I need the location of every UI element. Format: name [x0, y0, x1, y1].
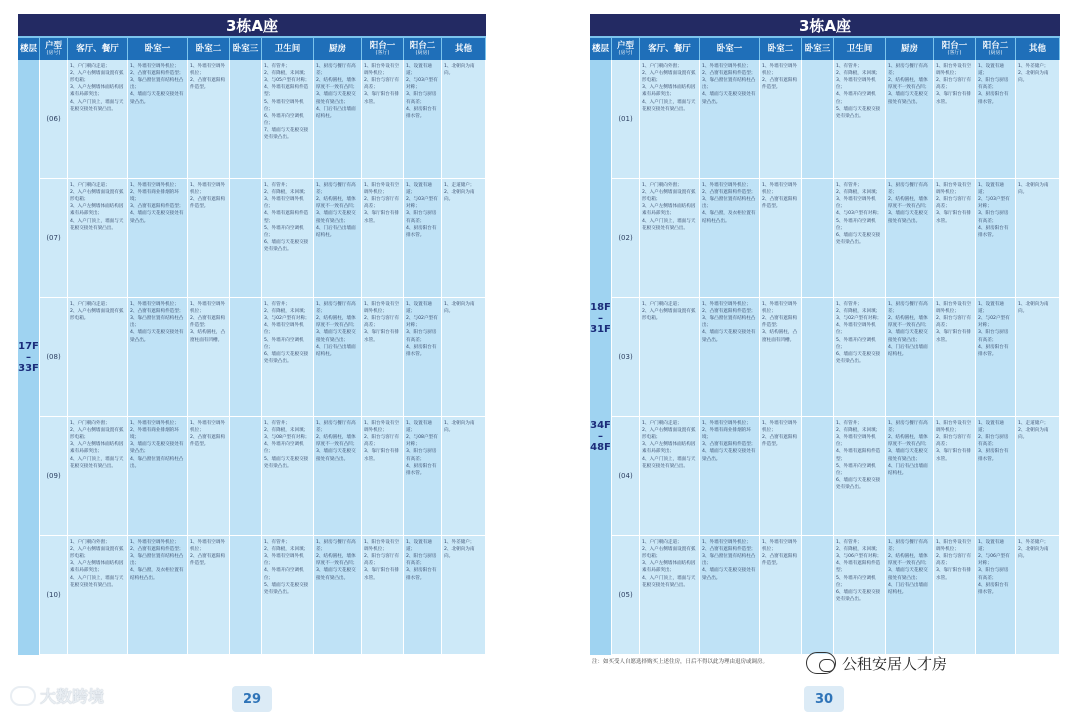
table-cell: 1、阳台外设有空调外机位； 2、阳台与客厅有高差； 3、靠厅阳台有排水管。	[934, 417, 976, 535]
column-header	[590, 38, 612, 60]
column-header	[314, 38, 362, 60]
floor-start: 18F	[590, 302, 611, 314]
table-cell: 1、外差储户； 2、北朝向为南向。	[1016, 536, 1060, 654]
table-cell	[230, 536, 262, 654]
column-header	[802, 38, 834, 60]
floor-end: 33F	[18, 363, 39, 374]
table-cell: 1、外墙有空调外机位； 2、外墙有商业排烟的环境； 3、墙面与天花板交接处有梁凸出； 4、靠凸窗位置有结构柱凸出。	[128, 417, 188, 535]
unit-number: (02)	[612, 179, 640, 297]
unit-number: (06)	[40, 60, 68, 178]
table-cell: 1、外墙有空调外机位； 2、凸窗有遮阳构件造型； 3、靠凸窗位置有结构柱凸出； 4、靠凸窗，及衣柜位置有结构柱凸出。	[128, 536, 188, 654]
table-cell: 1、厨房与餐厅有高差； 2、结构圆柱，墙体厚度不一致有凸凹； 3、墙面与天花板交接处有梁凸出； 4、门后有凸出墙面结构柱。	[314, 298, 362, 416]
floor-start: 34F	[590, 419, 611, 431]
unit-table-right	[590, 14, 1060, 655]
floor-range-label	[590, 60, 612, 655]
table-cell: 1、外墙有空调外机位； 2、凸窗有遮阳构件造型； 3、靠凸窗位置有结构柱凸出； 4、墙面与天花板交接处有梁凸出。	[128, 60, 188, 178]
table-cell	[230, 179, 262, 297]
column-header-label: 卫生间	[274, 43, 301, 54]
column-header-label: 卧室二	[195, 43, 222, 54]
column-header	[404, 38, 442, 60]
table-cell: 1、设置有通道； 2、与06户型有对称； 3、阳台与厨房有高差； 4、厨房阳台有排水管。	[976, 536, 1016, 654]
column-header-label: 楼层	[19, 43, 37, 54]
unit-number: (07)	[40, 179, 68, 297]
column-header	[230, 38, 262, 60]
unit-number: (03)	[612, 298, 640, 416]
table-cell: 1、户门朝向外窗； 2、入户右侧墙面设置有弧形电箱； 3、入户左侧墙体面结构因素有局部突出； 4、入户门顶上，墙面与天花板交接处有梁凸出。	[68, 417, 128, 535]
table-cell: 1、外墙有空调外机位； 2、凸窗有遮阳构件造型。	[188, 179, 230, 297]
table-row	[40, 417, 486, 536]
watermark-right-text: 公租安居人才房	[842, 654, 948, 673]
table-cell: 1、有管井； 2、有降板，未回填； 3、外墙有空调外机位； 4、外墙开向空调机位； 5、墙面与天花板交接处有梁凸出。	[834, 60, 886, 178]
table-cell: 1、外墙有空调外机位； 2、凸窗有遮阳构件造型。	[188, 417, 230, 535]
table-cell	[802, 417, 834, 535]
table-cell	[230, 60, 262, 178]
footnote: 注：如买受人自愿选择购买上述住房，日后不得以此为理由退房或调房。	[592, 659, 769, 665]
table-cell: 1、北朝向为南向。	[1016, 179, 1060, 297]
table-cell: 1、有管井； 2、有降板，未回填； 3、与02户型有对称； 4、外墙有空调外机位； 5、外墙开向空调机位； 6、墙面与天花板交接处有梁凸出。	[262, 298, 314, 416]
table-cell: 1、阳台外设有空调外机位； 2、阳台与客厅有高差； 3、靠厅阳台有排水管。	[934, 298, 976, 416]
table-cell: 1、走道储户； 2、北朝向为南向。	[442, 179, 486, 297]
table-cell	[230, 417, 262, 535]
table-header	[590, 36, 1060, 60]
unit-number: (09)	[40, 417, 68, 535]
column-header-label: 卧室二	[767, 43, 794, 54]
column-header	[442, 38, 486, 60]
table-cell: 1、设置有通道； 2、与03户型有对称； 3、阳台与厨房有高差； 4、厨房阳台有排水管。	[404, 60, 442, 178]
table-cell: 1、外墙有空调外机位； 2、凸窗有遮阳构件造型。	[760, 179, 802, 297]
table-cell: 1、外墙有空调外机位； 2、凸窗有遮阳构件造型。	[188, 536, 230, 654]
table-header	[18, 36, 486, 60]
column-header	[934, 38, 976, 60]
table-cell: 1、厨房与餐厅有高差； 2、结构圆柱，墙体厚度不一致有凸凹； 3、墙面与天花板交接处有梁凸出； 4、门后有凸出墙面结构柱。	[886, 417, 934, 535]
column-header	[128, 38, 188, 60]
table-cell: 1、有管井； 2、有降板，未回填； 3、与06户型有对称； 4、外墙有遮阳构件造型； 5、外墙开向空调机位； 6、墙面与天花板交接处有梁凸出。	[834, 536, 886, 654]
table-title: 3栋A座	[590, 14, 1060, 36]
column-header-label: 卧室一	[716, 43, 743, 54]
table-cell: 1、有管井； 2、有降板，未回填； 3、外墙有空调外机位； 4、外墙开向空调机位； 5、墙面与天花板交接处有梁凸出。	[262, 536, 314, 654]
table-cell: 1、外墙有空调外机位； 2、凸窗有遮阳构件造型； 3、靠凸窗位置有结构柱凸出； 4、墙面与天花板交接处有梁凸出。	[128, 298, 188, 416]
column-header	[886, 38, 934, 60]
table-cell: 1、户门朝向走道； 2、入户右侧墙面设置有弧形电箱。	[68, 298, 128, 416]
table-cell: 1、厨房与餐厅有高差； 2、结构圆柱，墙体厚度不一致有凸凹； 3、墙面与天花板交接处有梁凸出； 4、门后有凸出墙面结构柱。	[886, 298, 934, 416]
unit-number: (04)	[612, 417, 640, 535]
table-cell: 1、户门朝向走道； 2、入户右侧墙面设置有弧形电箱； 3、入户左侧墙体面结构因素有局部突出； 4、入户门顶上，墙面与天花板交接处有梁凸出。	[68, 60, 128, 178]
table-cell: 1、阳台外设有空调外机位； 2、阳台与客厅有高差； 3、靠厅阳台有排水管。	[362, 298, 404, 416]
table-cell: 1、有管井； 2、有降板，未回填； 3、与05户型有对称； 4、外墙有遮阳构件造型； 5、外墙有空调外机位； 6、外墙开向空调机位； 7、墙面与天花板交接处有梁凸出。	[262, 60, 314, 178]
table-cell: 1、有管井； 2、有降板，未回填； 3、与02户型有对称； 4、外墙有空调外机位； 5、外墙开向空调机位； 6、墙面与天花板交接处有梁凸出。	[834, 298, 886, 416]
column-header-label: 客厅、餐厅	[76, 43, 119, 54]
table-cell: 1、厨房与餐厅有高差； 2、结构圆柱，墙体厚度不一致有凸凹； 3、墙面与天花板交接处有梁凸出； 4、门后有凸出墙面结构柱。	[314, 179, 362, 297]
floor-range-top	[590, 302, 611, 335]
column-header-label: 其他	[454, 43, 472, 54]
table-cell	[802, 179, 834, 297]
table-cell: 1、阳台外设有空调外机位； 2、阳台与客厅有高差； 3、靠厅阳台有排水管。	[934, 536, 976, 654]
table-cell: 1、外墙有空调外机位； 2、凸窗有遮阳构件造型。	[760, 417, 802, 535]
column-header-label: 卫生间	[846, 43, 873, 54]
table-row	[612, 417, 1060, 536]
wechat-icon	[806, 652, 836, 674]
floor-end: 31F	[590, 324, 611, 336]
table-cell: 1、厨房与餐厅有高差； 2、结构圆柱，墙体厚度不一致有凸凹； 3、墙面与天花板交接处有梁凸出； 4、门后有凸出墙面结构柱。	[886, 536, 934, 654]
table-cell: 1、阳台外设有空调外机位； 2、阳台与客厅有高差； 3、靠厅阳台有排水管。	[362, 417, 404, 535]
page-right	[540, 0, 1080, 718]
unit-table-left	[18, 14, 486, 655]
table-cell: 1、设置有通道； 2、阳台与厨房有高差； 3、厨房阳台有排水管。	[976, 417, 1016, 535]
column-header	[760, 38, 802, 60]
table-cell: 1、设置有通道； 2、阳台与厨房有高差； 3、厨房阳台有排水管。	[404, 536, 442, 654]
watermark-left-text: 大数跨境	[40, 687, 105, 706]
table-cell: 1、有管井； 2、有降板，未回填； 3、与08户型有对称； 4、外墙开向空调机位； 5、墙面与天花板交接处有梁凸出。	[262, 417, 314, 535]
floor-start: 17F	[18, 341, 39, 352]
column-header-label: 阳台一	[941, 40, 968, 51]
floor-dash: –	[598, 313, 603, 325]
table-cell: 1、阳台外设有空调外机位； 2、阳台与客厅有高差； 3、靠厅阳台有排水管。	[934, 179, 976, 297]
column-header-label: 厨房	[900, 43, 918, 54]
floor-range-label	[18, 60, 40, 655]
table-row	[612, 179, 1060, 298]
table-cell	[802, 60, 834, 178]
column-header	[640, 38, 700, 60]
column-header	[40, 38, 68, 60]
column-header	[1016, 38, 1060, 60]
table-cell: 1、户门朝向外窗； 2、入户右侧墙面设置有弧形电箱； 3、入户左侧墙体面结构因素有局部突出； 4、入户门顶上，墙面与天花板交接处有梁凸出。	[640, 179, 700, 297]
column-header	[612, 38, 640, 60]
table-cell: 1、北朝向为南向。	[442, 417, 486, 535]
table-row	[40, 298, 486, 417]
column-header-label: 客厅、餐厅	[648, 43, 691, 54]
table-cell	[802, 298, 834, 416]
table-cell: 1、外墙有空调外机位； 2、凸窗有遮阳构件造型。	[760, 536, 802, 654]
table-cell: 1、厨房与餐厅有高差； 2、结构圆柱，墙体厚度不一致有凸凹； 3、墙面与天花板交接处有梁凸出。	[314, 417, 362, 535]
column-header	[68, 38, 128, 60]
table-cell: 1、设置有通道； 2、与02户型有对称； 3、阳台与厨房有高差； 4、厨房阳台有排水管。	[976, 298, 1016, 416]
table-cell: 1、北朝向为南向。	[442, 60, 486, 178]
table-row	[612, 298, 1060, 417]
table-row	[40, 60, 486, 179]
table-cell: 1、阳台外设有空调外机位； 2、阳台与客厅有高差； 3、靠厅阳台有排水管。	[934, 60, 976, 178]
table-cell	[802, 536, 834, 654]
table-cell: 1、外墙有空调外机位； 2、凸窗有遮阳构件造型； 3、靠凸窗位置有结构柱凸出； 4、靠凸窗，及衣柜位置有结构柱凸出。	[700, 179, 760, 297]
table-cell: 1、有管井； 2、有降板，未回填； 3、外墙有空调外机位； 4、与03户型有对称； 5、外墙开向空调机位； 6、墙面与天花板交接处有梁凸出。	[834, 179, 886, 297]
column-header	[188, 38, 230, 60]
column-header-label: 阳台一	[369, 40, 396, 51]
table-cell: 1、户门朝向走道； 2、入户右侧墙面设置有弧形电箱； 3、入户左侧墙体面结构因素有局部突出； 4、入户门顶上，墙面与天花板交接处有梁凸出。	[68, 179, 128, 297]
unit-number: (01)	[612, 60, 640, 178]
table-cell: 1、外差储户； 2、北朝向为南向。	[1016, 60, 1060, 178]
table-row	[612, 536, 1060, 655]
floor-dash: –	[26, 352, 31, 363]
column-header-label: 户型	[44, 40, 62, 51]
column-header-sub: (厨房)	[415, 49, 430, 56]
column-header-sub: (房号)	[46, 49, 61, 56]
table-cell: 1、户门朝向走道； 2、入户右侧墙面设置有弧形电箱； 3、入户左侧墙体面结构因素有局部突出； 4、入户门顶上，墙面与天花板交接处有梁凸出。	[640, 536, 700, 654]
unit-number: (10)	[40, 536, 68, 654]
table-cell: 1、户门朝向外窗； 2、入户右侧墙面设置有弧形电箱； 3、入户左侧墙体面结构因素有局部突出； 4、入户门顶上，墙面与天花板交接处有梁凸出。	[640, 60, 700, 178]
table-cell: 1、外墙有空调外机位； 2、凸窗有遮阳构件造型； 3、靠凸窗位置有结构柱凸出； 4、墙面与天花板交接处有梁凸出。	[700, 60, 760, 178]
column-header-label: 其他	[1028, 43, 1046, 54]
table-row	[612, 60, 1060, 179]
page-number: 30	[804, 686, 844, 712]
floor-dash: –	[598, 430, 603, 442]
table-cell: 1、北朝向为南向。	[442, 298, 486, 416]
table-cell: 1、外墙有空调外机位； 2、外墙有商业排烟的环境； 3、凸窗有遮阳构件造型； 4、墙面与天花板交接处有梁凸出。	[128, 179, 188, 297]
column-header-sub: (房号)	[618, 49, 633, 56]
table-row	[40, 179, 486, 298]
table-row	[40, 536, 486, 655]
column-header-label: 卧室三	[232, 43, 259, 54]
floor-range-bottom	[590, 420, 611, 453]
table-cell: 1、厨房与餐厅有高差； 2、结构圆柱，墙体厚度不一致有凸凹； 3、墙面与天花板交接处有梁凸出。	[886, 60, 934, 178]
table-cell: 1、设置有通道； 2、与02户型有对称； 3、阳台与厨房有高差； 4、厨房阳台有排水管。	[404, 298, 442, 416]
table-rows	[612, 60, 1060, 655]
table-cell: 1、外差储户； 2、北朝向为南向。	[442, 536, 486, 654]
table-cell	[230, 298, 262, 416]
table-cell: 1、走道储户； 2、北朝向为南向。	[1016, 417, 1060, 535]
table-cell: 1、设置有通道； 2、与03户型有对称； 3、阳台与厨房有高差； 4、厨房阳台有排水管。	[404, 179, 442, 297]
column-header	[976, 38, 1016, 60]
column-header	[18, 38, 40, 60]
table-rows	[40, 60, 486, 655]
column-header	[362, 38, 404, 60]
column-header-label: 厨房	[328, 43, 346, 54]
watermark-right	[806, 652, 947, 674]
column-header-sub: (厨房)	[988, 49, 1003, 56]
floor-end: 48F	[590, 441, 611, 453]
table-cell: 1、有管井； 2、有降板，未回填； 3、外墙有空调外机位； 4、外墙有遮阳构件造型； 5、外墙开向空调机位； 6、墙面与天花板交接处有梁凸出。	[262, 179, 314, 297]
column-header-label: 阳台二	[982, 40, 1009, 51]
column-header-sub: (客厅)	[375, 49, 390, 56]
table-cell: 1、户门朝向外窗； 2、入户右侧墙面设置有弧形电箱； 3、入户左侧墙体面结构因素有局部突出； 4、入户门顶上，墙面与天花板交接处有梁凸出。	[68, 536, 128, 654]
table-cell: 1、户门朝向走道； 2、入户右侧墙面设置有弧形电箱； 3、入户左侧墙体面结构因素有局部突出； 4、入户门顶上，墙面与天花板交接处有梁凸出。	[640, 417, 700, 535]
table-cell: 1、外墙有空调外机位； 2、凸窗有遮阳构件造型； 3、靠凸窗位置有结构柱凸出； 4、墙面与天花板交接处有梁凸出。	[700, 536, 760, 654]
table-cell: 1、外墙有空调外机位； 2、凸窗有遮阳构件造型。	[760, 60, 802, 178]
table-cell: 1、外墙有空调外机位； 2、凸窗有遮阳构件造型； 3、结构圆柱，凸窗柱面有凹槽。	[760, 298, 802, 416]
table-cell: 1、设置有通道； 2、阳台与厨房有高差； 3、厨房阳台有排水管。	[976, 60, 1016, 178]
column-header-label: 楼层	[591, 43, 609, 54]
table-cell: 1、设置有通道； 2、与08户型有对称； 3、阳台与厨房有高差； 4、厨房阳台有排水管。	[404, 417, 442, 535]
table-cell: 1、外墙有空调外机位； 2、凸窗有遮阳构件造型； 3、靠凸窗位置有结构柱凸出； 4、墙面与天花板交接处有梁凸出。	[700, 298, 760, 416]
table-cell: 1、北朝向为南向。	[1016, 298, 1060, 416]
watermark-logo-icon	[10, 686, 36, 706]
column-header-sub: (客厅)	[947, 49, 962, 56]
column-header	[262, 38, 314, 60]
table-cell: 1、外墙有空调外机位； 2、凸窗有遮阳构件造型。	[188, 60, 230, 178]
table-cell: 1、厨房与餐厅有高差； 2、结构圆柱，墙体厚度不一致有凸凹； 3、墙面与天花板交接处有梁凸出。	[314, 536, 362, 654]
table-cell: 1、阳台外设有空调外机位； 2、阳台与客厅有高差； 3、靠厅阳台有排水管。	[362, 179, 404, 297]
table-cell: 1、户门朝向走道； 2、入户右侧墙面设置有弧形电箱。	[640, 298, 700, 416]
table-cell: 1、阳台外设有空调外机位； 2、阳台与客厅有高差； 3、靠厅阳台有排水管。	[362, 536, 404, 654]
unit-number: (05)	[612, 536, 640, 654]
page-number: 29	[232, 686, 272, 712]
table-cell: 1、厨房与餐厅有高差； 2、结构圆柱，墙体厚度不一致有凸凹； 3、墙面与天花板交接处有梁凸出。	[886, 179, 934, 297]
table-title: 3栋A座	[18, 14, 486, 36]
table-cell: 1、阳台外设有空调外机位； 2、阳台与客厅有高差； 3、靠厅阳台有排水管。	[362, 60, 404, 178]
table-cell: 1、设置有通道； 2、与03户型有对称； 3、阳台与厨房有高差； 4、厨房阳台有排水管。	[976, 179, 1016, 297]
column-header	[700, 38, 760, 60]
table-cell: 1、厨房与餐厅有高差； 2、结构圆柱，墙体厚度不一致有凸凹； 3、墙面与天花板交接处有梁凸出； 4、门后有凸出墙面结构柱。	[314, 60, 362, 178]
table-cell: 1、外墙有空调外机位； 2、外墙有商业排烟的环境； 3、凸窗有遮阳构件造型； 4、墙面与天花板交接处有梁凸出。	[700, 417, 760, 535]
table-cell: 1、外墙有空调外机位； 2、凸窗有遮阳构件造型； 3、结构圆柱，凸窗柱面有凹槽。	[188, 298, 230, 416]
column-header-label: 卧室三	[804, 43, 831, 54]
column-header-label: 卧室一	[144, 43, 171, 54]
column-header	[834, 38, 886, 60]
column-header-label: 阳台二	[409, 40, 436, 51]
column-header-label: 户型	[616, 40, 634, 51]
watermark-left	[10, 684, 104, 707]
table-cell: 1、有管井； 2、有降板，未回填； 3、外墙有空调外机位； 4、外墙有遮阳构件造型； 5、外墙开向空调机位； 6、墙面与天花板交接处有梁凸出。	[834, 417, 886, 535]
unit-number: (08)	[40, 298, 68, 416]
